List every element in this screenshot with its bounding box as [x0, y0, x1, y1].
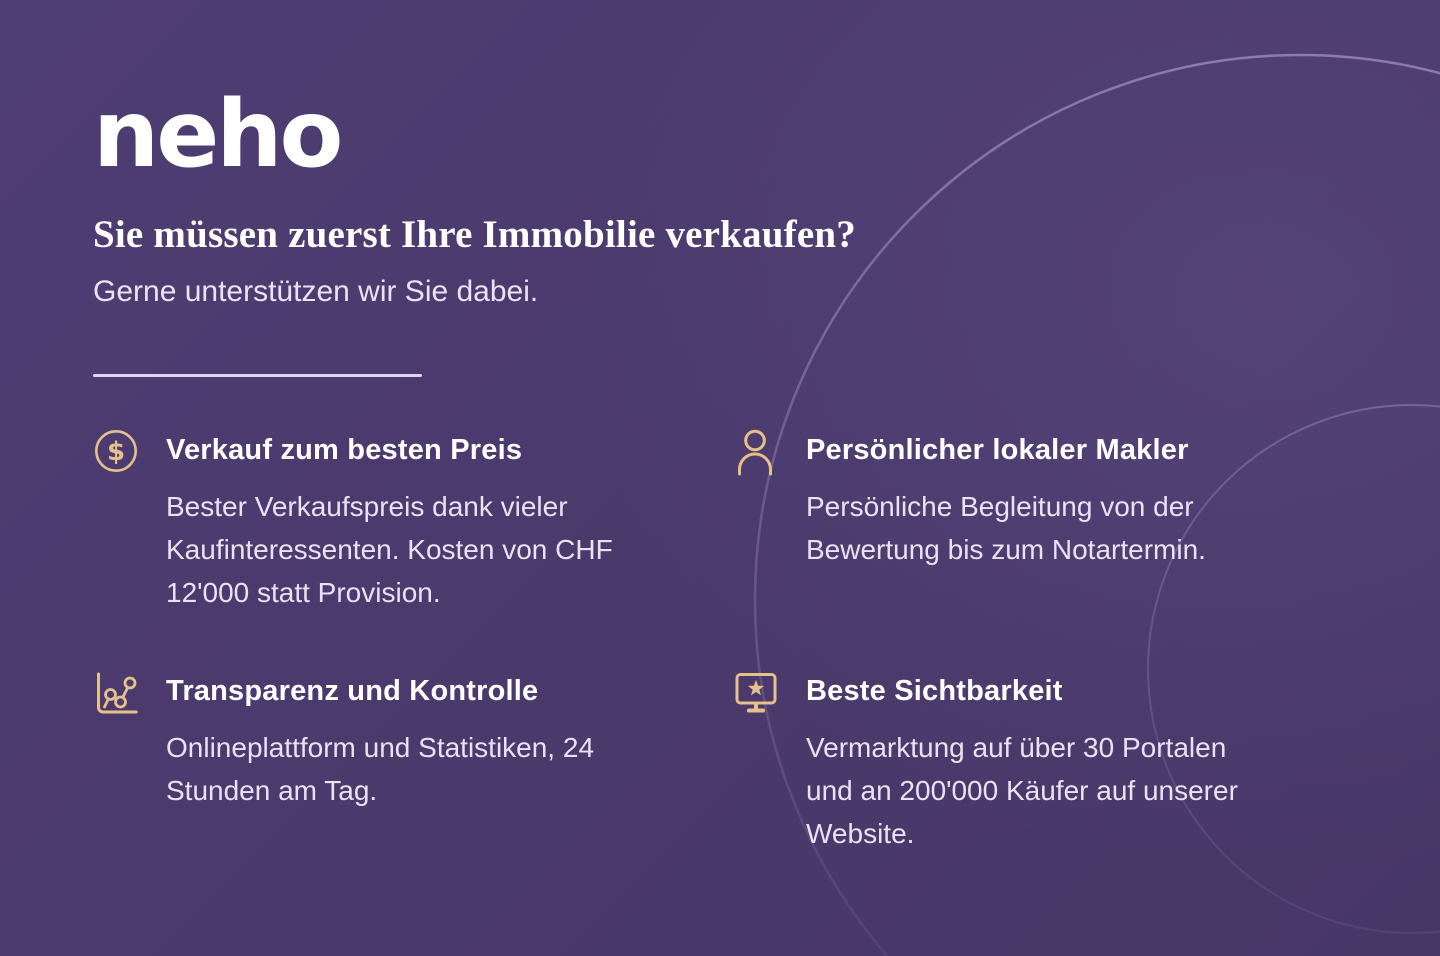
feature-texts — [806, 668, 1253, 855]
feature-title: Verkauf zum besten Preis — [166, 434, 523, 466]
features-grid — [93, 427, 1440, 855]
feature-texts — [166, 427, 613, 614]
feature-description: Persönliche Begleitung von der Bewertung bis zum Notartermin. — [806, 491, 1206, 565]
monitor-star-icon — [733, 669, 779, 717]
person-icon — [733, 428, 779, 476]
feature-texts — [166, 668, 613, 812]
svg-text:$: $ — [106, 437, 126, 467]
feature-transparency — [93, 668, 733, 855]
divider-line — [93, 374, 422, 377]
page-subtitle: Gerne unterstützen wir Sie dabei. — [93, 275, 539, 308]
feature-description: Onlineplattform und Statistiken, 24 Stunden am Tag. — [166, 732, 595, 806]
feature-visibility — [733, 668, 1393, 855]
feature-title: Transparenz und Kontrolle — [166, 675, 539, 707]
page-title: Sie müssen zuerst Ihre Immobilie verkaufen? — [93, 213, 856, 256]
line-chart-icon — [93, 669, 139, 717]
feature-title: Beste Sichtbarkeit — [806, 675, 1063, 707]
neho-logo: neho — [93, 80, 341, 188]
feature-description: Vermarktung auf über 30 Portalen und an 200'000 Käufer auf unserer Website. — [806, 732, 1238, 849]
feature-local-agent — [733, 427, 1393, 614]
feature-title: Persönlicher lokaler Makler — [806, 434, 1189, 466]
dollar-circle-icon — [93, 428, 139, 476]
feature-description: Bester Verkaufspreis dank vieler Kaufinteressenten. Kosten von CHF 12'000 statt Provision. — [166, 491, 613, 608]
feature-best-price — [93, 427, 733, 614]
feature-texts — [806, 427, 1253, 571]
